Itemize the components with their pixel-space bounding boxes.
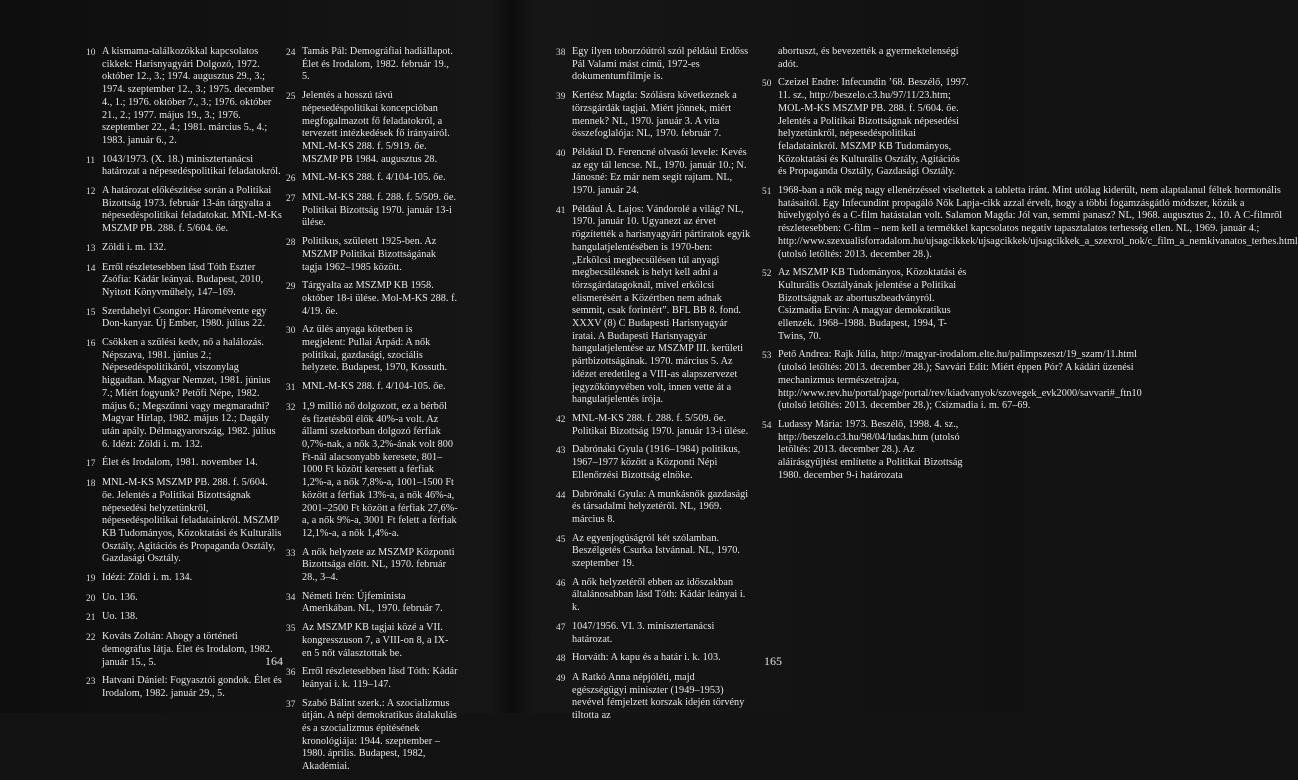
footnote-number: 19 — [86, 574, 96, 585]
footnote-text: Élet és Irodalom, 1981. november 14. — [102, 457, 258, 469]
footnote-number: 23 — [86, 677, 96, 688]
footnote-text: Ludassy Mária: 1973. Beszélő, 1998. 4. sz., http://beszelo.c3.hu/98/04/ludas.htm (utolsó letöltés: 2013. december 28.). Az aláírásgyűjtést említette a Politikai Bizottság 1980. december 9-i határozata — [778, 418, 963, 481]
footnote-text: Az ülés anyaga kötetben is megjelent: Pullai Árpád: A nők politikai, gazdasági, szociális helyzete. Budapest, 1970, Kossuth. — [302, 324, 448, 374]
page-number-left: 164 — [265, 654, 283, 668]
notes-column-2 — [286, 46, 458, 780]
footnote-text: MNL-M-KS 288. f. 288. f. 5/509. őe. Politikai Bizottság 1970. január 13-i ülése. — [302, 192, 456, 229]
footnote — [286, 381, 458, 395]
footnote-text: Kováts Zoltán: Ahogy a történeti demográfus látja. Élet és Irodalom, 1982. január 15., 5. — [102, 631, 273, 668]
footnote-number: 31 — [286, 383, 296, 394]
footnote — [286, 622, 458, 660]
footnote-number: 42 — [556, 414, 566, 425]
footnote-text: MNL-M-KS 288. f. 4/104-105. őe. — [302, 172, 446, 184]
footnote-text: Hatvani Dániel: Fogyasztói gondok. Élet és Irodalom, 1982. január 29., 5. — [102, 675, 282, 699]
footnote — [86, 675, 282, 700]
footnote-number: 27 — [286, 194, 296, 205]
footnote — [556, 652, 752, 666]
footnote-text: Uo. 138. — [102, 611, 138, 623]
footnote-number: 45 — [556, 534, 566, 545]
footnote-text: Jelentés a hosszú távú népesedéspolitikai koncepcióban megfogalmazott fő feladatokról, a tervezett intézkedések fő irányairól. MNL-M-KS 288. f. 5/919. őe. MSZMP PB 1984. augusztus 28. — [302, 90, 450, 165]
footnote-text: Egy ilyen toborzóútról szól például Erdőss Pál Valami mást című, 1972-es dokumentumfilmje is. — [572, 46, 749, 83]
footnote — [86, 572, 282, 586]
footnote — [86, 185, 282, 236]
footnote-text: Dabrónaki Gyula (1916–1984) politikus, 1967–1977 között a Központi Népi Ellenőrzési Bizottság elnöke. — [572, 444, 741, 481]
footnote-number: 20 — [86, 593, 96, 604]
footnote-text: 1968-ban a nők még nagy ellenérzéssel viseltettek a tabletta iránt. Mint utólag kiderült, nem alaptalanul féltek hormonális hatásaitól. Egy Infecundint propagáló Nők Lapja-cikk azzal érvelt, hogy a többi fogamzásgátló módszer, közük a hüvelygolyó és a C-film hatástalan volt. Salamon Magda: Jól van, semmi panasz? NL, 1968. augusztus 2., 10. A C-filmről részletesebben: C-film – nem kell a termékkel kapcsolatos negatív tapasztalatos terhesség ellen. NL, 1969. január 4.; http://www.szexualisforradalom.hu/ujsagcikkek/ujsagcikkek/ujsagcikkek_a_szexrol_nok/c_film_a_nemkivanatos_terhes.html (utolsó letöltés: 2013. december 28.). — [778, 185, 1298, 260]
footnote-text: MNL-M-KS 288. f. 288. f. 5/509. őe. Politikai Bizottság 1970. január 13-i ülése. — [572, 412, 749, 437]
footnote — [286, 698, 458, 774]
footnote-text: Erről részletesebben lásd Tóth: Kádár leányai i. k. 119–147. — [302, 666, 458, 690]
footnote — [86, 46, 282, 148]
footnote — [556, 489, 752, 527]
footnote — [286, 46, 458, 84]
footnote-number: 35 — [286, 624, 296, 635]
footnote-number: 33 — [286, 548, 296, 559]
footnote-number: 30 — [286, 326, 296, 337]
notes-column-3 — [556, 46, 752, 729]
footnote-text: Csökken a szülési kedv, nő a halálozás. Népszava, 1981. június 2.; Népesedéspolitikáról, viszonylag higgadtan. Magyar Nemzet, 1981. június 7.; Miért fogyunk? Petőfi Népe, 1982. május 6.; Megszűnni vagy megmaradni? Magyar Hírlap, 1982. május 12.; Dagály után apály. Délmagyarország, 1982. július 6. Idézi: Zöldi i. m. 132. — [102, 337, 276, 450]
footnote-text: Kertész Magda: Szólásra következnek a törzsgárdák tagjai. Miért jönnek, miért mennek? NL, 1970. január 3. A vita összefoglalója: NL, 1970. február 7. — [572, 90, 737, 140]
footnote-number: 15 — [86, 307, 96, 318]
footnote-number: 10 — [86, 48, 96, 58]
footnote-text: Szerdahelyi Csongor: Háromévente egy Don-kanyar. Új Ember, 1980. július 22. — [102, 305, 267, 330]
footnote — [86, 306, 282, 331]
footnote — [86, 457, 282, 471]
footnote — [556, 577, 752, 615]
footnote — [286, 591, 458, 616]
footnote-text: Szabó Bálint szerk.: A szocializmus útján. A népi demokratikus átalakulás és a szocializmus építésének kronológiája: 1944. szeptember – 1980. április. Budapest, 1982, Akadémiai. — [302, 697, 457, 773]
footnote — [86, 262, 282, 300]
footnote — [556, 672, 752, 723]
footnote — [286, 90, 458, 166]
footnote — [556, 46, 752, 84]
footnote-text: Például D. Ferencné olvasói levele: Kevés az egy tál lencse. NL, 1970. január 10.; N. Jánosné: Ez már nem segít rajtam. NL, 1970. január 24. — [572, 146, 747, 197]
footnote — [86, 592, 282, 606]
footnote — [286, 401, 458, 541]
footnote-number: 38 — [556, 48, 566, 58]
footnote-number: 24 — [286, 48, 296, 58]
footnote-number: 13 — [86, 243, 96, 254]
footnote — [86, 337, 282, 451]
footnote-text: Az MSZMP KB Tudományos, Közoktatási és Kulturális Osztályának jelentése a Politikai Bizottságnak az abortuszbeadványról. Csizmadia Ervin: A magyar demokratikus ellenzék. 1968–1988. Budapest, 1994, T-Twins, 70. — [778, 267, 967, 342]
footnote-text: abortuszt, és bevezették a gyermektelenségi adót. — [778, 46, 959, 70]
footnote-number — [762, 46, 778, 71]
footnote — [286, 324, 458, 375]
footnote-number: 53 — [762, 351, 772, 362]
footnote-text: Uo. 136. — [102, 591, 138, 603]
footnote-text: Pető Andrea: Rajk Júlia, http://magyar-irodalom.elte.hu/palimpszeszt/19_szam/11.html (utolsó letöltés: 2013. december 28.); Savvári Edit: Miért éppen Pór? A kádári üzenési mechanizmus természetrajza, http://www.rev.hu/portal/page/portal/rev/kiadvanyok/szovegek_evk2000/savvari#_ftn10 (utolsó letöltés: 2013. december 28.); Csizmadia i. m. 67–69. — [778, 349, 1142, 412]
footnote-number: 54 — [762, 420, 772, 431]
footnote — [86, 631, 282, 669]
footnote — [86, 477, 282, 566]
footnote-text: A Ratkó Anna népjóléti, majd egészségügyi miniszter (1949–1953) nevével fémjelzett korszak idején törvény tiltotta az — [572, 671, 745, 722]
page-number-right: 165 — [764, 654, 782, 668]
footnote-number: 18 — [86, 479, 96, 490]
footnote-text: Tamás Pál: Demográfiai hadiállapot. Élet és Irodalom, 1982. február 19., 5. — [302, 46, 453, 83]
footnote-number: 11 — [86, 155, 96, 166]
footnote — [762, 185, 1298, 261]
footnote-text: Az egyenjogúságról két szólamban. Beszélgetés Csurka Istvánnal. NL, 1970. szeptember 19. — [572, 532, 741, 570]
footnote-number: 29 — [286, 282, 296, 293]
footnote-number: 43 — [556, 446, 566, 457]
footnote-text: Az MSZMP KB tagjai közé a VII. kongresszuson 7, a VIII-on 8, a IX-en 5 nőt választottak be. — [302, 622, 449, 659]
footnote-number: 12 — [86, 187, 96, 198]
footnote — [556, 533, 752, 571]
footnote-number: 47 — [556, 622, 566, 633]
footnote-text: A határozat előkészítése során a Politikai Bizottság 1973. február 13-án tárgyalta a népesedéspolitikai feladatokat. MNL-M-Ks MSZMP PB. 288. f. 5/604. őe. — [102, 185, 282, 235]
footnote-text: Németi Irén: Újfeminista Amerikában. NL, 1970. február 7. — [302, 590, 443, 615]
footnote-number: 21 — [86, 613, 96, 624]
footnote-number: 14 — [86, 263, 96, 274]
footnote-text: A kismama-találkozókkal kapcsolatos cikkek: Harisnyagyári Dolgozó, 1972. október 12., 3.; 1974. augusztus 29., 3.; 1974. szeptember 12., 3.; 1975. december 4., 1.; 1976. október 7., 3.; 1976. október 21., 2.; 1977. május 19., 3.; 1976. szeptember 22., 4.; 1981. március 5., 4.; 1983. január 6., 2. — [102, 46, 275, 146]
footnote — [286, 172, 458, 186]
footnote-text: Például Á. Lajos: Vándorolé a világ? NL, 1970. január 10. Ugyanezt az érvet rögzítették a harisnyagyári pártiratok egyik hangulatjelentésében is 1970-ben: „Erkölcsi megbecsülésen túl anyagi megbecsülésnek is helyt kell adni a törzsgárdatagoknál, mivel erkölcsi elismerésért a Közértben nem adnak semmit, csak forintért”. BFL BB 8. fond. XXXV (8) C Budapesti Harisnyagyár iratai. A Budapesti Harisnyagyár hangulatjelentése az MSZMP III. kerületi pártbizottságának. 1970. március 5. Az idézet eredetileg a VIII-as alapszervezet jegyzőkönyvében volt, innen vette át a hangulatjelentés írója. — [572, 203, 751, 406]
footnote-number: 49 — [556, 673, 566, 684]
footnote-text: Politikus, született 1925-ben. Az MSZMP Politikai Bizottságának tagja 1962–1985 között. — [302, 236, 437, 273]
footnote — [286, 666, 458, 691]
footnote — [556, 204, 752, 407]
footnote-number: 17 — [86, 459, 96, 470]
footnote-text: 1043/1973. (X. 18.) minisztertanácsi határozat a népesedéspolitikai feladatokról. — [102, 153, 281, 178]
footnote-text: Dabrónaki Gyula: A munkásnők gazdasági és társadalmi helyzetéről. NL, 1969. március 8. — [572, 488, 749, 525]
footnote-number: 50 — [762, 79, 772, 90]
footnote — [556, 444, 752, 482]
footnote — [762, 267, 970, 343]
footnote-number: 46 — [556, 578, 566, 589]
footnote-number: 25 — [286, 92, 296, 103]
footnote-number: 37 — [286, 699, 296, 710]
footnote-number: 28 — [286, 238, 296, 249]
footnote — [286, 280, 458, 318]
footnote-number: 26 — [286, 174, 296, 185]
footnote-number: 48 — [556, 654, 566, 665]
footnote — [556, 90, 752, 141]
footnote-number: 40 — [556, 148, 566, 159]
footnote-text: Horváth: A kapu és a határ i. k. 103. — [572, 652, 721, 664]
footnote-text: Erről részletesebben lásd Tóth Eszter Zsófia: Kádár leányai. Budapest, 2010, Nyitott Könyvműhely, 147–169. — [102, 261, 264, 298]
footnote-text: A nők helyzete az MSZMP Központi Bizottsága előtt. NL, 1970. február 28., 3–4. — [302, 546, 455, 584]
footnote — [762, 349, 1142, 413]
footnote-text: Czeizel Endre: Infecundin ’68. Beszélő, 1997. 11. sz., http://beszelo.c3.hu/97/11/23.htm; MOL-M-KS MSZMP PB. 288. f. 5/604. őe. Jelentés a Politikai Bizottságnak népesedési helyzetünkről, népesedéspolitikai feladatainkról. MSZMP KB Tudományos, Közoktatási és Kulturális Osztály, Agitációs és Propaganda Osztály, Gazdasági Osztály. — [778, 77, 969, 178]
footnote-number: 41 — [556, 205, 566, 216]
footnote-text: MNL-M-KS 288. f. 4/104-105. őe. — [302, 381, 446, 393]
footnote-text: MNL-M-KS MSZMP PB. 288. f. 5/604. őe. Jelentés a Politikai Bizottságnak népesedési helyzetünkről, népesedéspolitikai feladatainkról. MSZMP KB Tudományos, Közoktatási és Kulturális Osztály, Agitációs és Propaganda Osztály, Gazdasági Osztály. — [102, 477, 282, 565]
footnote — [86, 154, 282, 179]
footnote — [556, 621, 752, 646]
footnote-number: 39 — [556, 92, 566, 103]
footnote — [762, 419, 970, 483]
footnote-text: Idézi: Zöldi i. m. 134. — [102, 572, 193, 584]
notes-column-4 — [762, 46, 1298, 489]
footnote — [286, 192, 458, 230]
footnote-text: Tárgyalta az MSZMP KB 1958. október 18-i ülése. Mol-M-KS 288. f. 4/19. őe. — [302, 280, 458, 317]
notes-column-1 — [86, 46, 282, 707]
footnote — [86, 611, 282, 625]
footnote-number: 44 — [556, 490, 566, 501]
footnote — [762, 77, 970, 179]
footnote-number: 32 — [286, 402, 296, 413]
footnote-text: 1,9 millió nő dolgozott, ez a bérből és fizetésből élők 40%-a volt. Az állami szektorban dolgozó férfiak 0,7%-nak, a nők 3,2%-ának volt 800 Ft-nál alacsonyabb keresete, 801–1000 Ft között keresett a férfiak 1,2%-a, a nők 7,8%-a, 1001–1500 Ft között a férfiak 13%-a, a nők 46%-a, 2001–2500 Ft között a férfiak 27,6%-a, a nők 9%-a, 3001 Ft felett a férfiak 12,1%-a, a nők 1,4%-a. — [302, 400, 458, 539]
footnote — [286, 547, 458, 585]
footnote-number: 36 — [286, 668, 296, 679]
footnote-number: 51 — [762, 187, 772, 198]
footnote-number: 34 — [286, 592, 296, 603]
footnote — [556, 413, 752, 438]
footnote — [762, 46, 970, 71]
footnote-text: Zöldi i. m. 132. — [102, 241, 167, 253]
footnote — [86, 242, 282, 256]
footnote-number: 52 — [762, 269, 772, 280]
footnote-text: 1047/1956. VI. 3. minisztertanácsi határozat. — [572, 620, 715, 645]
footnote-text: A nők helyzetéről ebben az időszakban általánosabban lásd Tóth: Kádár leányai i. k. — [572, 576, 746, 614]
footnote — [286, 236, 458, 274]
footnote-number: 22 — [86, 633, 96, 644]
footnote — [556, 147, 752, 198]
footnote-number: 16 — [86, 339, 96, 350]
